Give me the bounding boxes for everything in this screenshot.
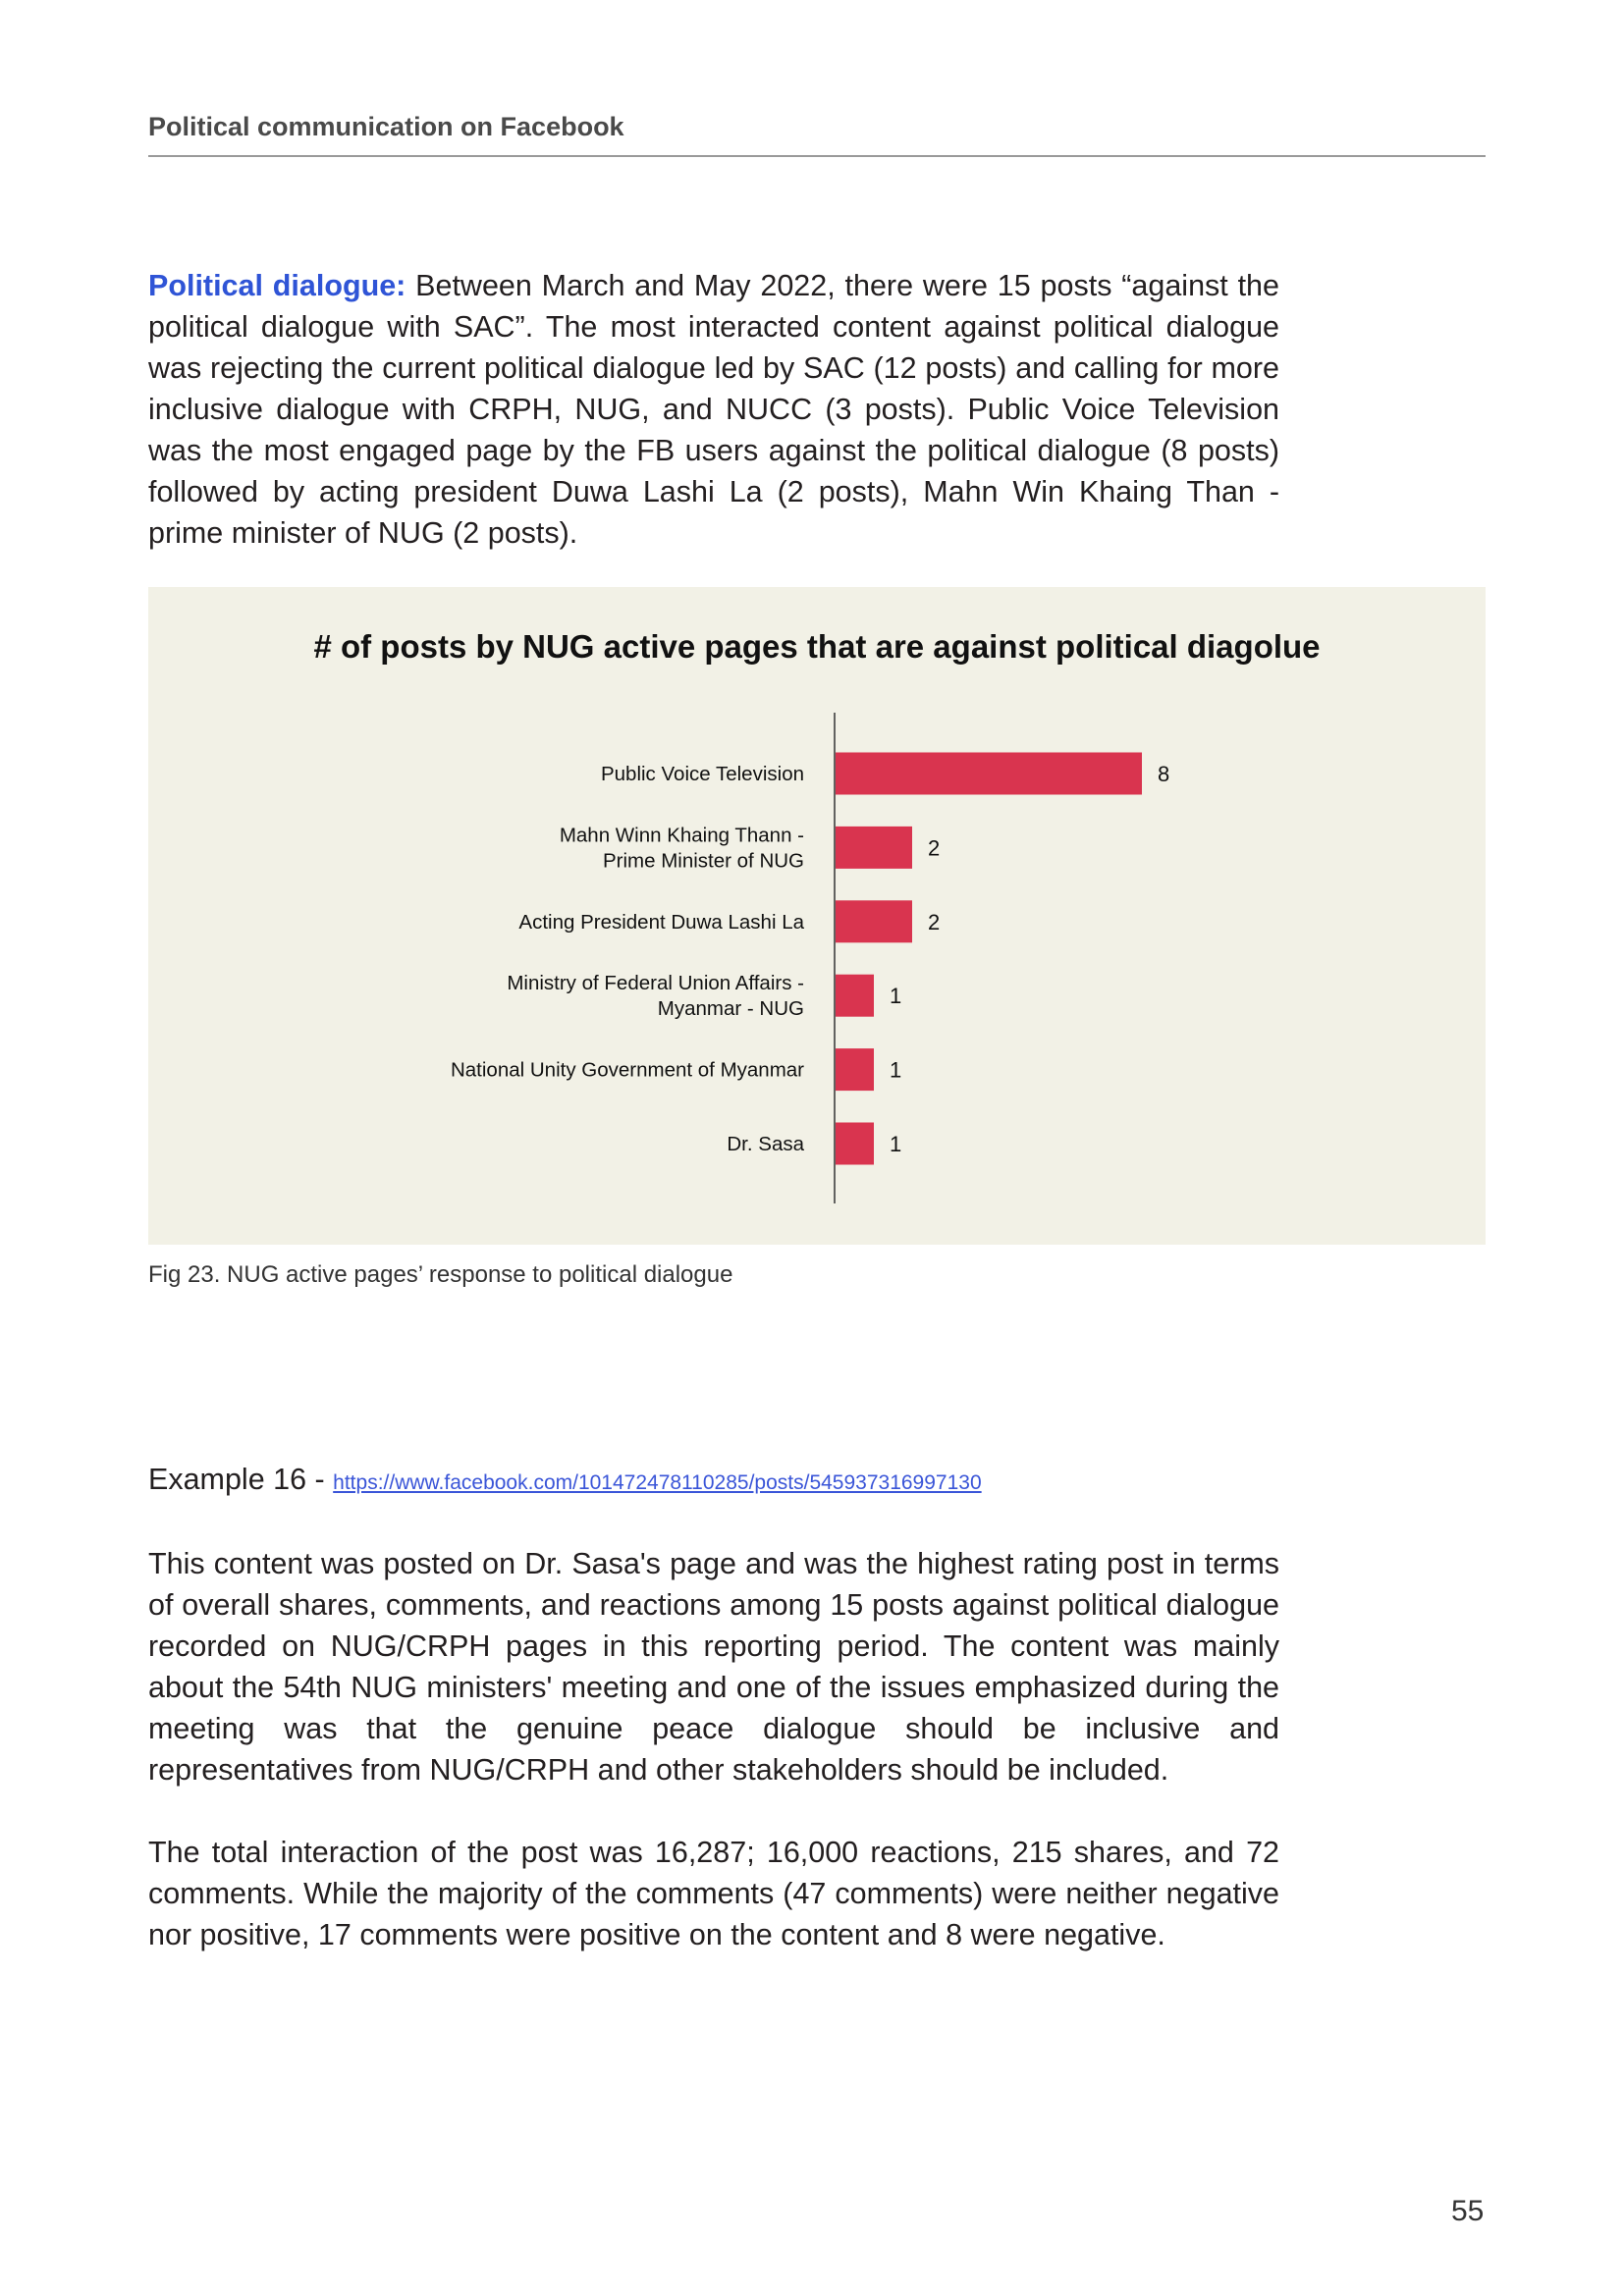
bar: [836, 1048, 874, 1091]
data-label: 1: [890, 1057, 902, 1083]
category-label: Public Voice Television: [600, 763, 804, 785]
data-label: 2: [928, 909, 941, 934]
page-number: 55: [1451, 2195, 1485, 2227]
intro-text: Between March and May 2022, there were 15 posts “against the political dialogue with SAC”. The most interacted content against political dialogue was rejecting the current political dialogue led by SAC (12 posts) and calling for more inclusive dialogue with CRPH, NUG, and NUCC (3 posts). Public Voice Television was the most engaged page by the FB users against the political dialogue (8 posts) followed by acting president Duwa Lashi La (2 posts), Mahn Win Khaing Than - prime minister of NUG (2 posts).: [148, 269, 1279, 550]
intro-lead: Political dialogue:: [148, 269, 406, 302]
running-header: Political communication on Facebook: [148, 112, 624, 141]
bar: [836, 753, 1142, 795]
intro-paragraph: [148, 265, 1279, 554]
data-label: 2: [928, 835, 941, 861]
bar: [836, 900, 912, 942]
body-paragraph-2: The total interaction of the post was 16,287; 16,000 reactions, 215 shares, and 72 comments. While the majority of the comments (47 comments) were neither negative nor positive, 17 comments were positive on the content and 8 were negative.: [148, 1836, 1279, 1951]
category-label: Ministry of Federal Union Affairs -: [507, 972, 804, 995]
chart-panel: [148, 587, 1486, 1245]
bar: [836, 827, 912, 869]
category-label: Myanmar - NUG: [657, 997, 804, 1021]
bar: [836, 975, 874, 1017]
bar-chart: [148, 587, 1486, 1245]
example-label: Example 16 -: [148, 1463, 334, 1496]
category-label: Dr. Sasa: [727, 1133, 804, 1155]
data-label: 8: [1158, 762, 1170, 786]
example-link[interactable]: https://www.facebook.com/101472478110285/posts/545937316997130: [333, 1471, 982, 1494]
bar: [836, 1123, 874, 1165]
category-label: National Unity Government of Myanmar: [450, 1058, 804, 1082]
category-label: Acting President Duwa Lashi La: [518, 910, 804, 934]
data-label: 1: [890, 1132, 902, 1156]
example-line: [148, 1463, 982, 1497]
figure-caption: Fig 23. NUG active pages’ response to political dialogue: [148, 1261, 733, 1288]
data-label: 1: [890, 984, 902, 1009]
category-label: Mahn Winn Khaing Thann -: [559, 824, 804, 847]
header-rule: [148, 155, 1486, 157]
body-paragraph-1: This content was posted on Dr. Sasa's page and was the highest rating post in terms of overall shares, comments, and reactions among 15 posts against political dialogue recorded on NUG/CRPH pages in this reporting period. The content was mainly about the 54th NUG ministers' meeting and one of the issues emphasized during the meeting was that the genuine peace dialogue should be inclusive and representatives from NUG/CRPH and other stakeholders should be included.: [148, 1547, 1279, 1787]
chart-title: # of posts by NUG active pages that are against political diagolue: [313, 628, 1321, 665]
category-label: Prime Minister of NUG: [602, 849, 804, 873]
